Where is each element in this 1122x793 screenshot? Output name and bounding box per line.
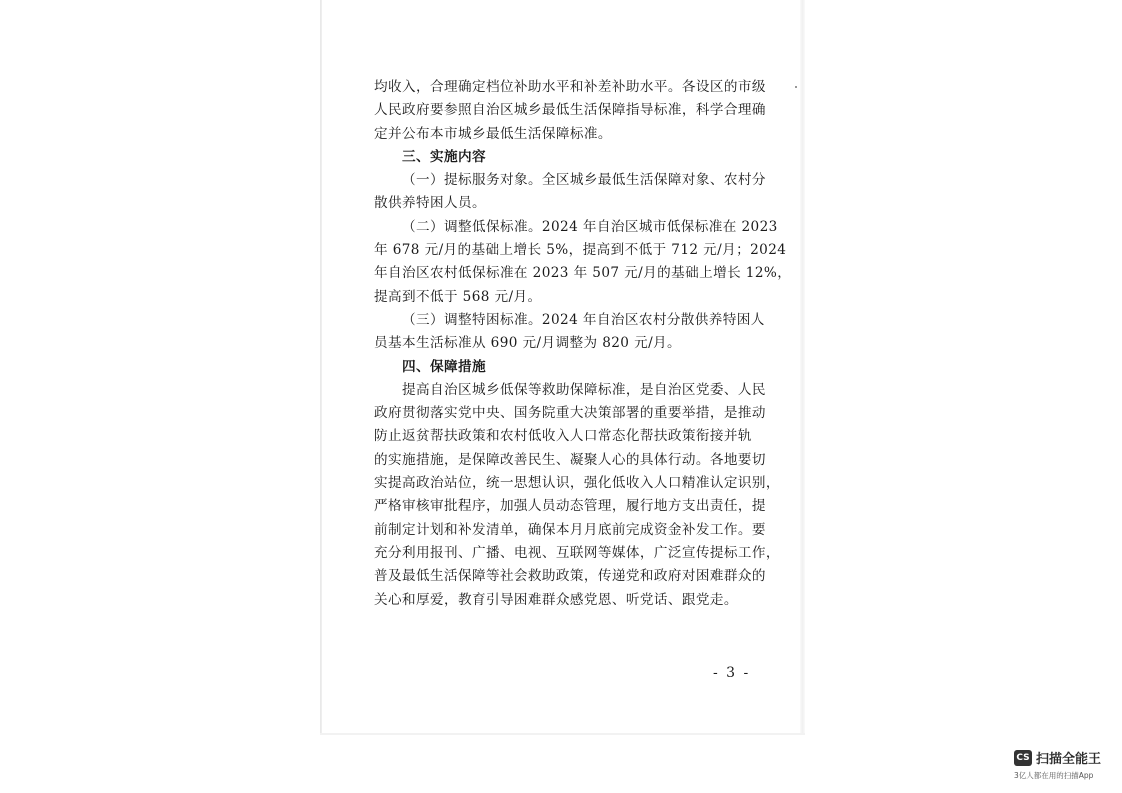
text-line: 防止返贫帮扶政策和农村低收入人口常态化帮扶政策衔接并轨 (374, 428, 752, 445)
camscanner-watermark (1004, 742, 1114, 784)
text-line: 提高自治区城乡低保等救助保障标准，是自治区党委、人民 (402, 381, 766, 398)
page-number: - 3 - (713, 665, 751, 681)
watermark-title: 扫描全能王 (1036, 752, 1102, 767)
section-heading-safeguards: 四、保障措施 (402, 358, 486, 375)
text-line: 提高到不低于 568 元/月。 (374, 288, 542, 305)
watermark-subtitle: 3亿人都在用的扫描App (1014, 771, 1094, 780)
text-line: 充分利用报刊、广播、电视、互联网等媒体，广泛宣传提标工作， (374, 544, 780, 561)
text-line: 定并公布本市城乡最低生活保障标准。 (374, 125, 612, 142)
text-line: 的实施措施，是保障改善民生、凝聚人心的具体行动。各地要切 (374, 451, 766, 468)
text-line: 实提高政治站位，统一思想认识，强化低收入人口精准认定识别， (374, 475, 780, 492)
scan-right-edge (800, 0, 805, 735)
text-line: 政府贯彻落实党中央、国务院重大决策部署的重要举措，是推动 (374, 405, 766, 422)
text-line: 人民政府要参照自治区城乡最低生活保障指导标准，科学合理确 (374, 102, 766, 119)
text-line: 员基本生活标准从 690 元/月调整为 820 元/月。 (374, 335, 682, 352)
document-body (374, 76, 792, 612)
text-line: 年自治区农村低保标准在 2023 年 507 元/月的基础上增长 12%， (374, 265, 792, 282)
text-line: （二）调整低保标准。2024 年自治区城市低保标准在 2023 (402, 218, 778, 235)
camscanner-logo-icon: CS (1014, 750, 1032, 766)
text-line: 均收入，合理确定档位补助水平和补差补助水平。各设区的市级 (374, 79, 766, 95)
text-line: 关心和厚爱，教育引导困难群众感党恩、听党话、跟党走。 (374, 591, 738, 608)
scan-bottom-edge (320, 733, 805, 735)
text-line: 散供养特困人员。 (374, 195, 486, 212)
text-line: 前制定计划和补发清单，确保本月月底前完成资金补发工作。要 (374, 521, 766, 538)
text-line: 年 678 元/月的基础上增长 5%，提高到不低于 712 元/月；2024 (374, 242, 787, 259)
text-line: 普及最低生活保障等社会救助政策，传递党和政府对困难群众的 (374, 568, 766, 585)
text-line: 严格审核审批程序，加强人员动态管理，履行地方支出责任，提 (374, 498, 766, 515)
scan-speck (795, 86, 797, 88)
text-line: （一）提标服务对象。全区城乡最低生活保障对象、农村分 (402, 172, 766, 189)
text-line: （三）调整特困标准。2024 年自治区农村分散供养特困人 (402, 311, 765, 328)
section-heading-implementation: 三、实施内容 (402, 148, 486, 165)
